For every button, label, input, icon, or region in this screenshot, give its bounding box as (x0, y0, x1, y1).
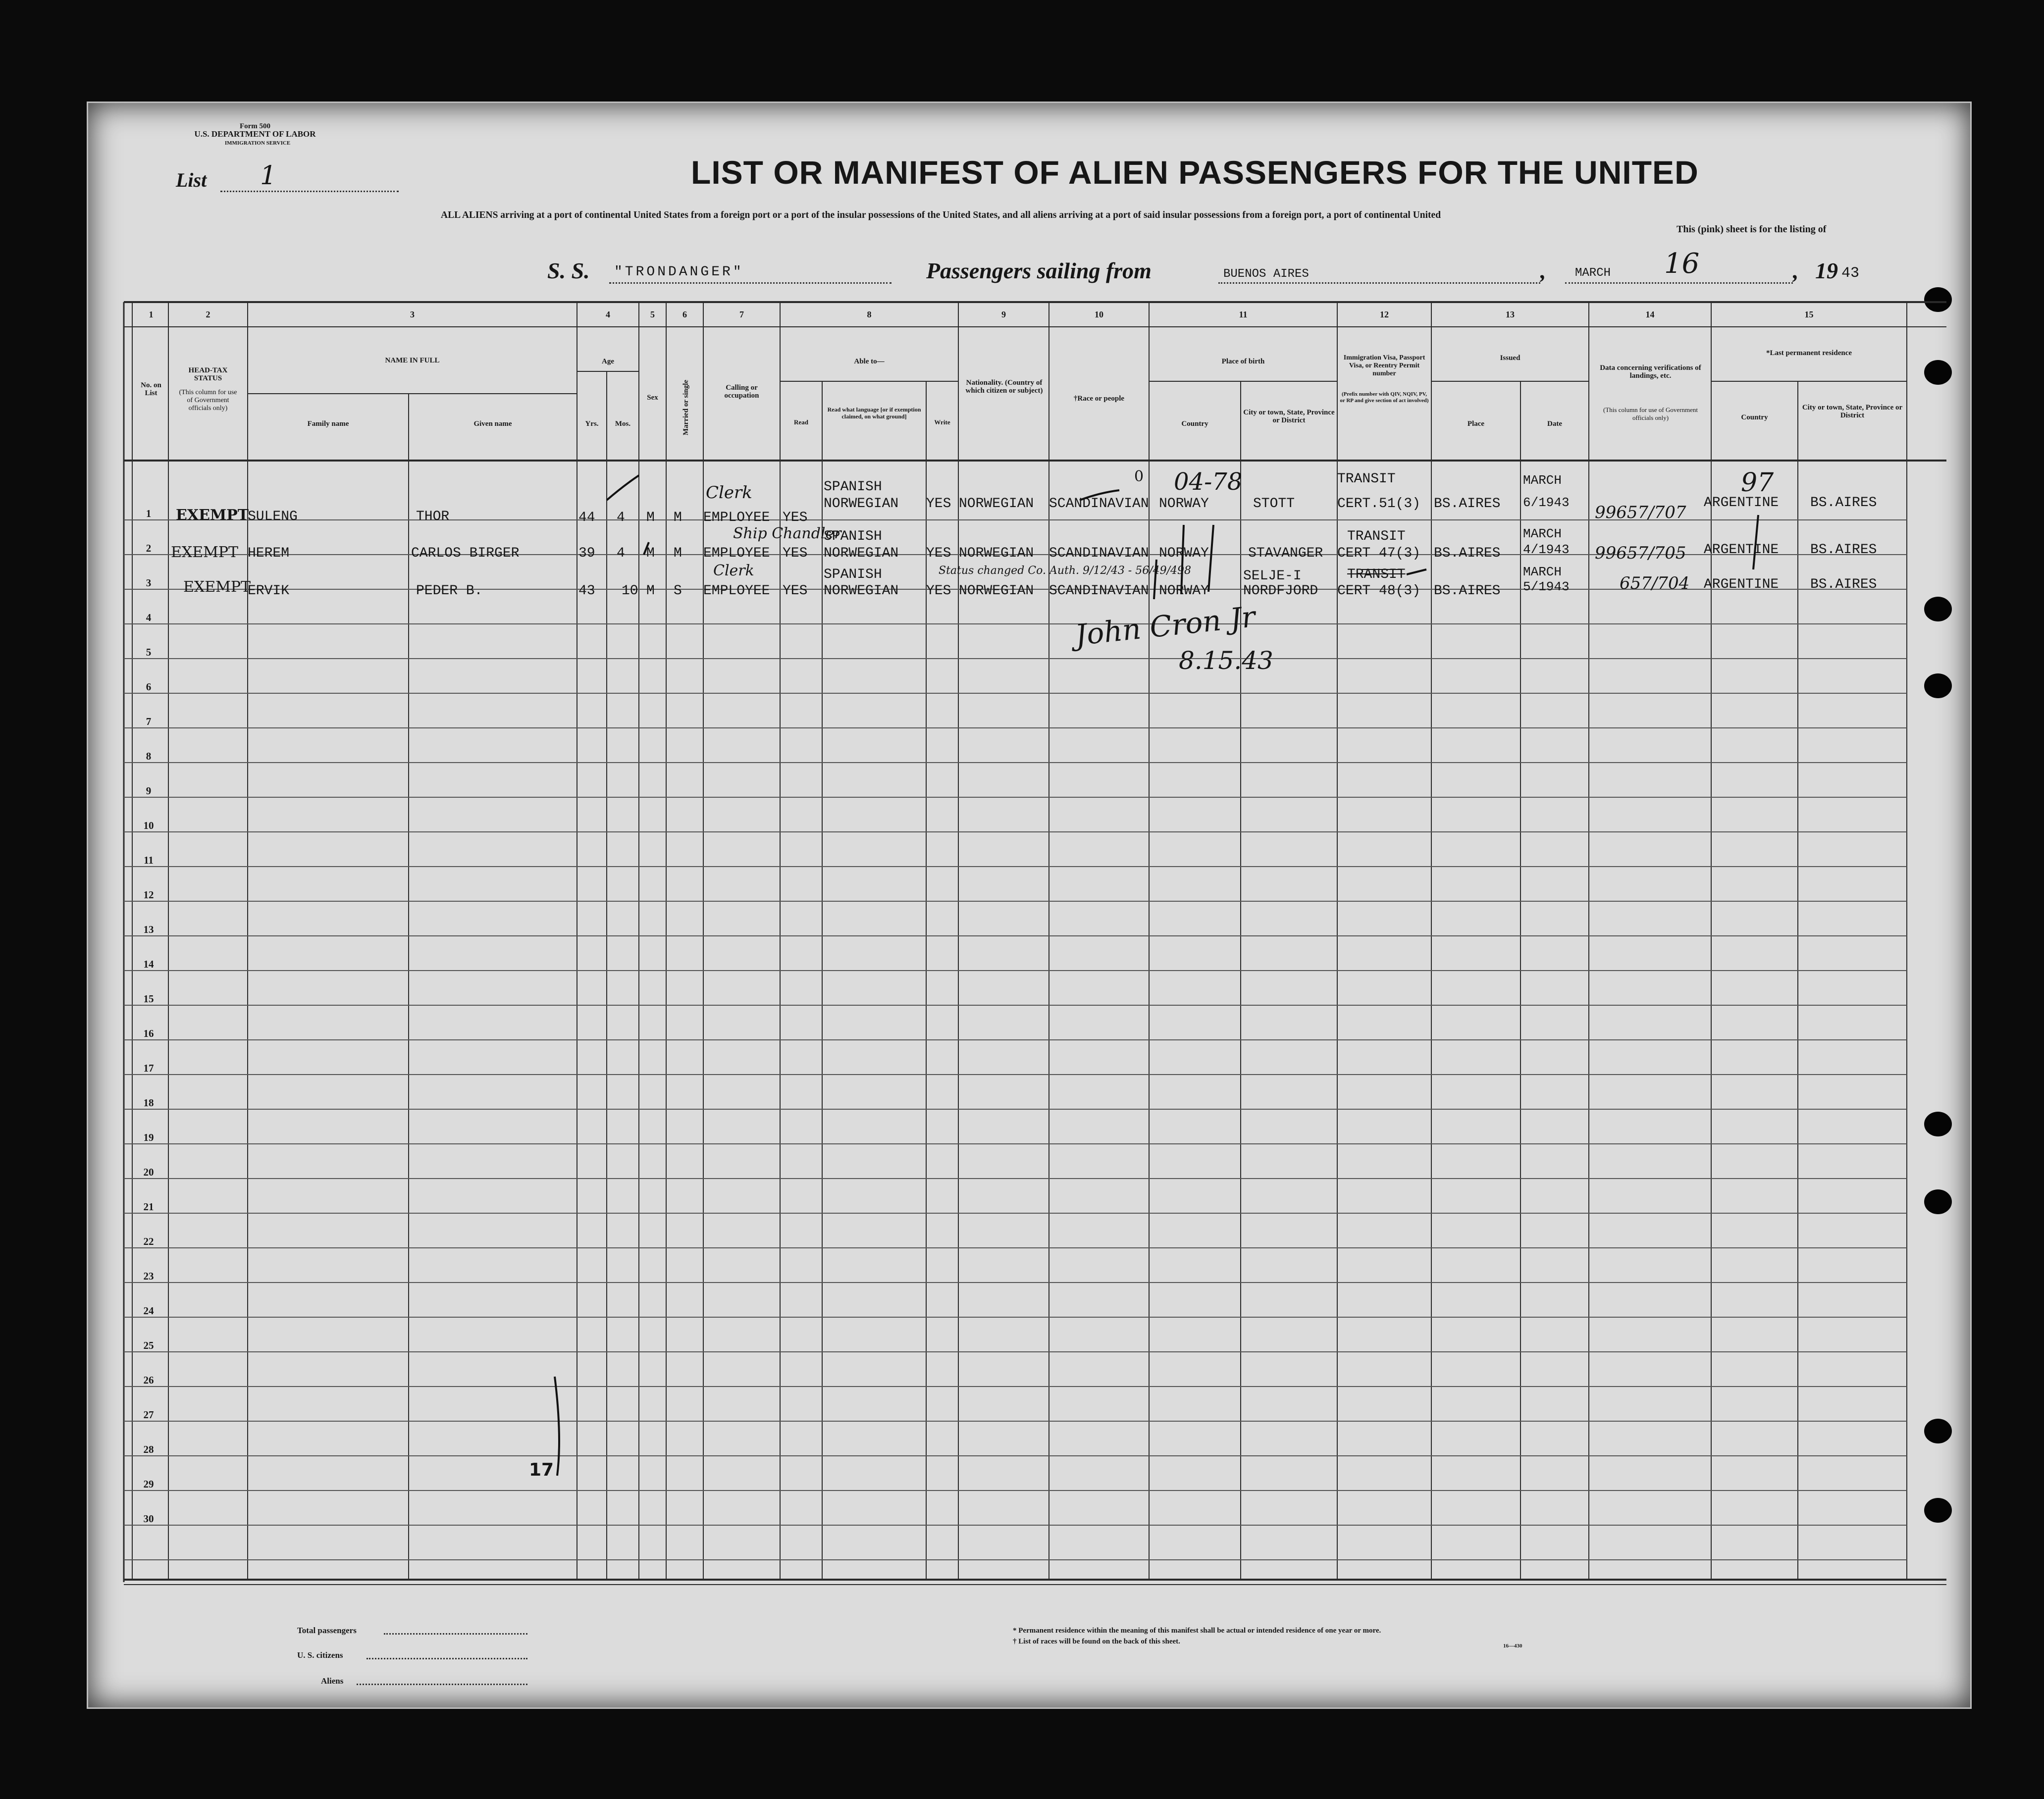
given-name[interactable]: THOR (416, 509, 450, 524)
col-num-13: 13 (1506, 309, 1515, 319)
write[interactable]: YES (926, 583, 951, 599)
given-name[interactable]: CARLOS BIRGER (411, 546, 520, 561)
manifest-title: LIST OR MANIFEST OF ALIEN PASSENGERS FOR THE UNITED (691, 154, 1699, 191)
intro-line-1: ALL ALIENS arriving at a port of continental United States from a foreign port or a port of the insular possessions of the United States, and all aliens arriving at a port of said insular possessions from a foreign port, a port of continental United (441, 210, 1441, 220)
status-change-note: Status changed Co. Auth. 9/12/43 - 56/49/498 (939, 565, 1192, 577)
ss-label: S. S. (547, 258, 590, 283)
race[interactable]: SCANDINAVIAN (1049, 583, 1149, 599)
officer-signature: John Cron Jr (1073, 600, 1257, 652)
row-number: 14 (143, 958, 154, 970)
residence-city[interactable]: BS.AIRES (1810, 495, 1877, 511)
married-single[interactable]: M (674, 546, 682, 561)
head-birth-country: Country (1181, 420, 1208, 428)
annotation-code: 04-78 (1174, 468, 1243, 496)
col-num-9: 9 (1001, 309, 1006, 319)
department: U.S. DEPARTMENT OF LABOR (194, 129, 316, 139)
row-number: 17 (143, 1062, 154, 1074)
row-number: 21 (143, 1201, 154, 1213)
head-tax-status: EXEMPT (183, 578, 251, 596)
head-race: †Race or people (1073, 395, 1125, 403)
row-number: 22 (143, 1235, 154, 1247)
head-issued-date: Date (1547, 420, 1562, 428)
head-read: Read (794, 418, 808, 426)
language-1[interactable]: SPANISH (824, 567, 882, 582)
row-number: 8 (146, 750, 152, 762)
issued-month[interactable]: MARCH (1523, 565, 1562, 579)
issued-place[interactable]: BS.AIRES (1434, 583, 1501, 599)
head-birth-city: City or town, State, Province or District (1243, 409, 1335, 424)
head-res-city: City or town, State, Province or District (1802, 404, 1903, 419)
head-head-tax-note: (This column for use of Government officials only) (179, 389, 237, 412)
year-prefix: 19 (1815, 258, 1838, 283)
head-age: Age (602, 358, 614, 365)
married-single[interactable]: M (674, 510, 682, 525)
head-place-of-birth: Place of birth (1221, 358, 1265, 365)
age-years[interactable]: 44 (578, 510, 595, 525)
issued-place[interactable]: BS.AIRES (1434, 546, 1501, 561)
col-num-8: 8 (867, 309, 872, 319)
annotation-zero: 0 (1134, 468, 1144, 485)
col-num-7: 7 (739, 309, 744, 319)
verification: 99657/705 (1595, 543, 1686, 563)
head-able-to: Able to— (854, 358, 885, 365)
residence-country[interactable]: ARGENTINE (1704, 577, 1779, 592)
form-number: Form 500 (239, 122, 271, 130)
birth-country[interactable]: NORWAY (1159, 496, 1209, 512)
row-number: 23 (143, 1270, 154, 1282)
issued-month[interactable]: MARCH (1523, 473, 1562, 488)
given-name[interactable]: PEDER B. (416, 583, 483, 599)
age-years[interactable]: 43 (578, 583, 595, 599)
service: IMMIGRATION SERVICE (224, 140, 291, 146)
footnote-races: † List of races will be found on the back of this sheet. (1013, 1638, 1180, 1645)
sail-month[interactable]: MARCH (1575, 266, 1611, 280)
row-number: 2 (146, 542, 152, 554)
language-1[interactable]: SPANISH (824, 479, 882, 495)
aliens-label: Aliens (321, 1676, 344, 1686)
visa-line-2[interactable]: CERT 48(3) (1337, 583, 1421, 599)
row-number: 25 (143, 1339, 154, 1351)
family-name[interactable]: ERVIK (248, 583, 290, 599)
comma-sep: , (1793, 258, 1799, 283)
visa-line-2[interactable]: CERT.51(3) (1337, 496, 1421, 512)
visa-line-1[interactable]: TRANSIT (1337, 471, 1396, 487)
birth-city[interactable]: STOTT (1253, 496, 1295, 512)
issued-place[interactable]: BS.AIRES (1434, 496, 1501, 512)
issued-date[interactable]: 4/1943 (1523, 542, 1570, 557)
head-calling: Calling or occupation (724, 384, 759, 400)
residence-city[interactable]: BS.AIRES (1810, 542, 1877, 558)
issued-date[interactable]: 6/1943 (1523, 495, 1570, 510)
head-visa: Immigration Visa, Passport Visa, or Reentry Permit number (1343, 354, 1425, 377)
head-verification-note: (This column for use of Government officials only) (1603, 406, 1698, 421)
col-num-1: 1 (149, 309, 154, 319)
col-num-14: 14 (1645, 309, 1655, 319)
head-tax-status: EXEMPT (176, 507, 249, 524)
footnote-residence: * Permanent residence within the meaning of this manifest shall be actual or intended residence of one year or more. (1013, 1627, 1381, 1635)
row-number: 7 (146, 716, 152, 727)
head-res-country: Country (1741, 413, 1768, 421)
birth-city[interactable]: STAVANGER (1248, 546, 1323, 561)
age-months[interactable]: 4 (617, 510, 625, 525)
total-dots (384, 1633, 527, 1635)
race[interactable]: SCANDINAVIAN (1049, 546, 1149, 561)
occupation-handwritten: Clerk (706, 483, 752, 503)
family-name[interactable]: HEREM (248, 546, 290, 561)
language-2[interactable]: NORWEGIAN (824, 496, 899, 512)
occupation[interactable]: EMPLOYEE (703, 510, 770, 525)
col-num-4: 4 (606, 309, 610, 319)
head-yrs: Yrs. (585, 420, 599, 428)
head-head-tax: HEAD-TAX STATUS (188, 366, 228, 382)
port-name[interactable]: BUENOS AIRES (1223, 267, 1309, 281)
col-num-2: 2 (206, 309, 210, 319)
nationality[interactable]: NORWEGIAN (959, 583, 1034, 599)
total-passengers-label: Total passengers (297, 1626, 357, 1635)
birth-country[interactable]: NORWAY (1159, 583, 1209, 599)
head-mos: Mos. (615, 420, 631, 428)
sex[interactable]: M (646, 546, 655, 561)
head-name-in-full: NAME IN FULL (385, 357, 440, 364)
read[interactable]: YES (783, 510, 808, 525)
row-number: 4 (146, 612, 152, 623)
head-family-name: Family name (307, 420, 349, 428)
head-read-language: Read what language [or if exemption claimed, on what ground] (827, 406, 921, 420)
birth-city[interactable]: SELJE-I (1243, 568, 1302, 584)
occupation[interactable]: EMPLOYEE (703, 546, 770, 561)
verification: 99657/707 (1595, 503, 1686, 522)
head-residence: *Last permanent residence (1766, 349, 1852, 357)
intro-line-2: This (pink) sheet is for the listing of (1677, 224, 1827, 235)
head-sex: Sex (647, 394, 658, 402)
residence-country[interactable]: ARGENTINE (1704, 495, 1779, 511)
occupation-handwritten: Ship Chandler (733, 525, 841, 542)
aliens-dots (357, 1684, 527, 1685)
occupation[interactable]: EMPLOYEE (703, 583, 770, 599)
head-issued-place: Place (1467, 420, 1485, 428)
issued-month[interactable]: MARCH (1523, 526, 1562, 541)
visa-line-2[interactable]: CERT 47(3) (1337, 546, 1421, 561)
read[interactable]: YES (783, 583, 808, 599)
col-num-6: 6 (682, 309, 687, 319)
visa-line-1[interactable]: TRANSIT (1347, 529, 1406, 544)
visa-line-1[interactable]: TRANSIT (1347, 567, 1406, 582)
language-2[interactable]: NORWEGIAN (824, 583, 899, 599)
head-verification: Data concerning verifications of landings, etc. (1600, 364, 1701, 380)
us-citizens-label: U. S. citizens (297, 1650, 343, 1660)
row-number: 11 (144, 854, 154, 866)
head-write: Write (934, 418, 950, 426)
col-num-15: 15 (1804, 309, 1814, 319)
head-given-name: Given name (473, 420, 512, 428)
sailing-label: Passengers sailing from (926, 258, 1152, 283)
residence-country[interactable]: ARGENTINE (1704, 542, 1779, 558)
sex[interactable]: M (646, 510, 655, 525)
age-months[interactable]: 10 (622, 583, 638, 599)
list-value[interactable]: 1 (260, 161, 277, 191)
row-number: 29 (143, 1478, 154, 1490)
write[interactable]: YES (926, 546, 951, 561)
row-number: 24 (143, 1305, 154, 1317)
head-visa-note: (Prefix number with QIV, NQIV, PV, or RP and give section of act involved) (1340, 391, 1429, 404)
residence-annotation: 97 (1741, 468, 1774, 498)
sex[interactable]: M (646, 583, 655, 599)
row-number: 30 (143, 1513, 154, 1525)
row-number: 18 (143, 1097, 154, 1109)
issued-date[interactable]: 5/1943 (1523, 579, 1570, 594)
row-number: 3 (146, 577, 152, 589)
row-number: 16 (143, 1028, 154, 1039)
family-name[interactable]: SULENG (248, 509, 298, 524)
language-2[interactable]: NORWEGIAN (824, 546, 899, 561)
head-nationality: Nationality. (Country of which citizen or subject) (965, 379, 1043, 395)
row-number: 19 (143, 1131, 154, 1143)
row-number: 27 (143, 1409, 154, 1421)
verification: 657/704 (1620, 573, 1690, 593)
row-number: 28 (143, 1443, 154, 1455)
occupation-handwritten: Clerk (713, 562, 754, 579)
nationality[interactable]: NORWEGIAN (959, 546, 1034, 561)
residence-city[interactable]: BS.AIRES (1810, 577, 1877, 592)
col-num-3: 3 (410, 309, 415, 319)
stamp-number: 17 (529, 1460, 554, 1480)
birth-country[interactable]: NORWAY (1159, 546, 1209, 561)
head-issued: Issued (1500, 354, 1520, 362)
list-label: List (176, 169, 207, 191)
head-married: Married or single (682, 379, 690, 436)
row-number: 13 (143, 924, 154, 935)
row-number: 1 (146, 508, 152, 519)
row-number: 12 (143, 889, 154, 901)
row-number: 15 (143, 993, 154, 1005)
row-number: 9 (146, 785, 152, 797)
head-no-on-list: No. on List (141, 381, 161, 397)
col-num-10: 10 (1095, 309, 1103, 319)
signature-date: 8.15.43 (1179, 646, 1273, 675)
col-num-12: 12 (1380, 309, 1389, 319)
row-number: 26 (143, 1374, 154, 1386)
language-1[interactable]: SPANISH (824, 529, 882, 544)
write[interactable]: YES (926, 496, 951, 512)
row-number: 20 (143, 1166, 154, 1178)
married-single[interactable]: S (674, 583, 682, 599)
row-number: 5 (146, 646, 152, 658)
citizens-dots (367, 1658, 527, 1659)
age-months[interactable]: 4 (617, 546, 625, 561)
birth-city-2[interactable]: NORDFJORD (1243, 583, 1318, 599)
col-num-5: 5 (650, 309, 655, 319)
comma-sep: , (1540, 258, 1546, 283)
nationality[interactable]: NORWEGIAN (959, 496, 1034, 512)
age-years[interactable]: 39 (578, 546, 595, 561)
read[interactable]: YES (783, 546, 808, 561)
race[interactable]: SCANDINAVIAN (1049, 496, 1149, 512)
year-suffix[interactable]: 43 (1841, 265, 1860, 282)
col-num-11: 11 (1239, 309, 1248, 319)
form-code: 16—430 (1503, 1643, 1522, 1649)
ship-name[interactable]: "TRONDANGER" (614, 264, 744, 280)
sail-day[interactable]: 16 (1664, 248, 1700, 280)
row-number: 10 (143, 820, 154, 831)
row-number: 6 (146, 681, 152, 693)
head-tax-status: EXEMPT (171, 544, 239, 561)
